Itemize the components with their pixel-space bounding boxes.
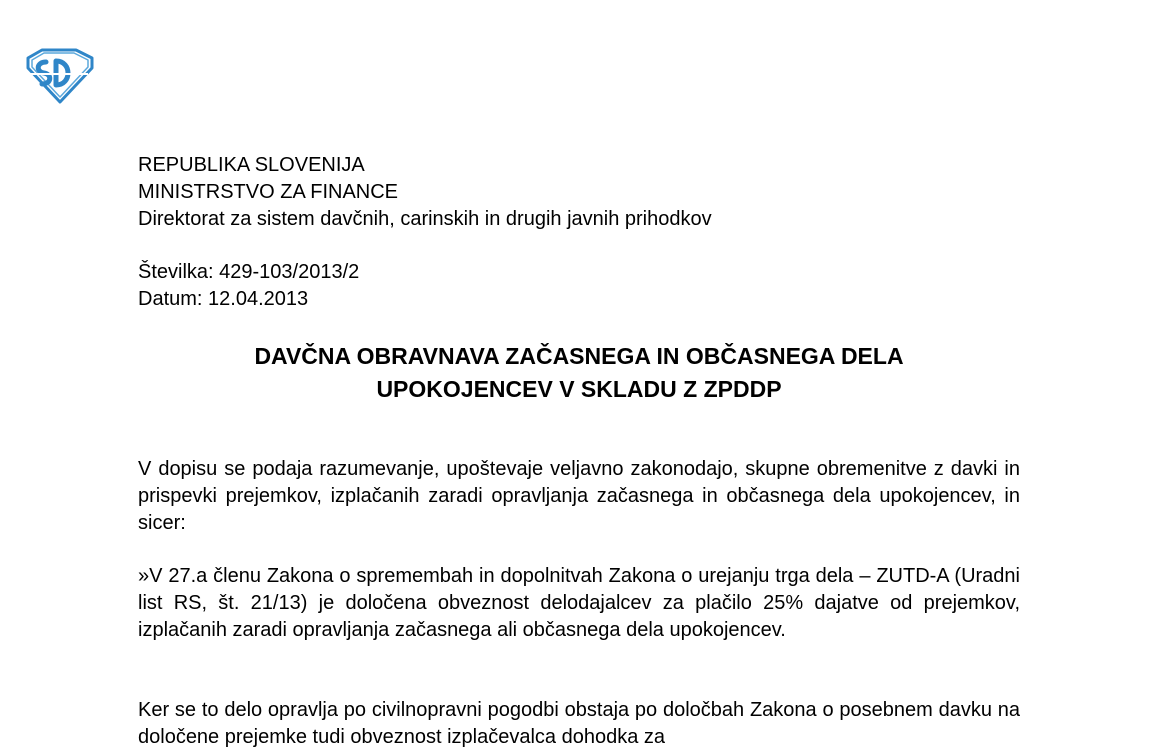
- ministry-name: MINISTRSTVO ZA FINANCE: [138, 181, 399, 203]
- letterhead: [138, 152, 712, 233]
- body-paragraph: »V 27.a členu Zakona o spremembah in dopolnitvah Zakona o urejanju trga dela – ZUTD-A (Uradni list RS, št. 21/13) je določena obveznost delodajalcev za plačilo 25% dajatve od prejemkov, izplačanih zaradi opravljanja začasnega ali občasnega dela upokojencev.: [138, 565, 1020, 641]
- ministry-logo: [22, 48, 96, 104]
- document-date: Datum: 12.04.2013: [138, 288, 309, 310]
- title-line-1: DAVČNA OBRAVNAVA ZAČASNEGA IN OBČASNEGA DELA: [254, 343, 904, 369]
- body-paragraph: Ker se to delo opravlja po civilnopravni pogodbi obstaja po določbah Zakona o posebnem davku na določene prejemke tudi obveznost izplačevalca dohodka za: [138, 699, 1020, 748]
- country-name: REPUBLIKA SLOVENIJA: [138, 154, 365, 176]
- body-paragraph: V dopisu se podaja razumevanje, upoštevaje veljavno zakonodajo, skupne obremenitve z davki in prispevki prejemkov, izplačanih zaradi opravljanja začasnega in občasnega dela upokojencev, in sicer:: [138, 458, 1020, 534]
- directorate-name: Direktorat za sistem davčnih, carinskih in drugih javnih prihodkov: [138, 208, 712, 230]
- government-crest-icon: [22, 48, 96, 104]
- document-number: Številka: 429-103/2013/2: [138, 261, 360, 283]
- title-line-2: UPOKOJENCEV V SKLADU Z ZPDDP: [376, 376, 782, 402]
- document-reference: [138, 259, 359, 313]
- document-title: [138, 340, 1020, 406]
